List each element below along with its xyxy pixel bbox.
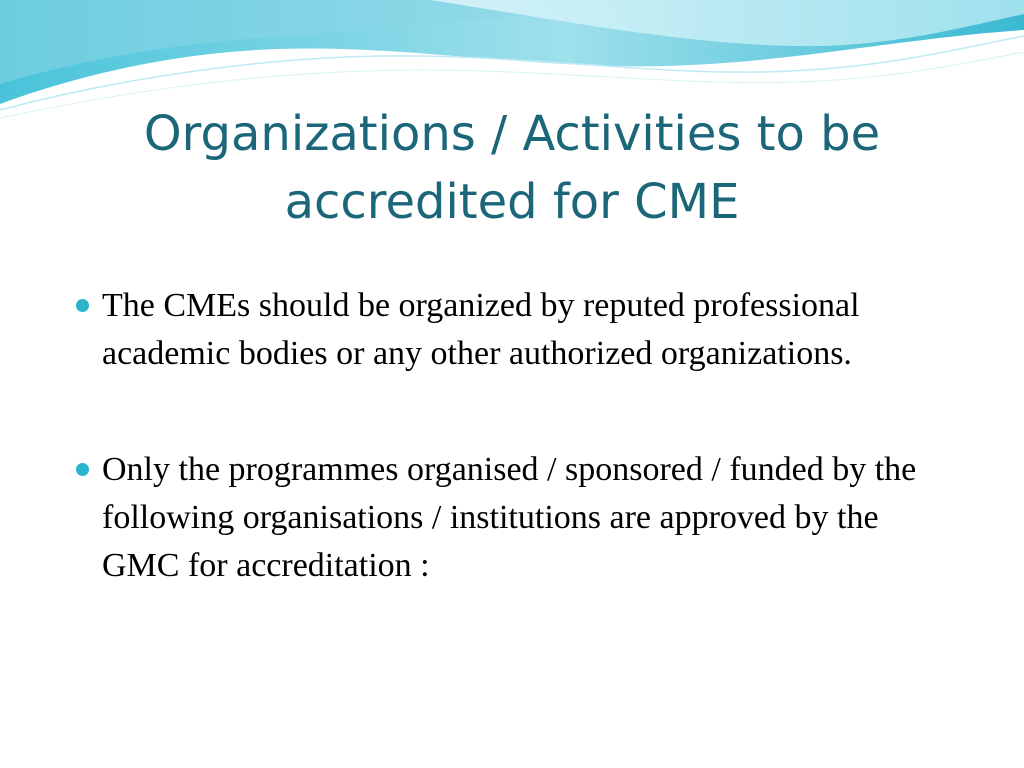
bullet-item <box>74 446 954 590</box>
filled-circle-bullet-icon <box>76 299 89 312</box>
bullet-text: Only the programmes organised / sponsored / funded by the following organisations / institutions are approved by the GMC for accreditation : <box>102 451 917 584</box>
filled-circle-bullet-icon <box>76 463 89 476</box>
slide-title: Organizations / Activities to be accredited for CME <box>143 106 881 230</box>
bullet-list <box>74 282 954 590</box>
bullet-text: The CMEs should be organized by reputed professional academic bodies or any other authorized organizations. <box>102 287 860 372</box>
bullet-item <box>74 282 954 378</box>
